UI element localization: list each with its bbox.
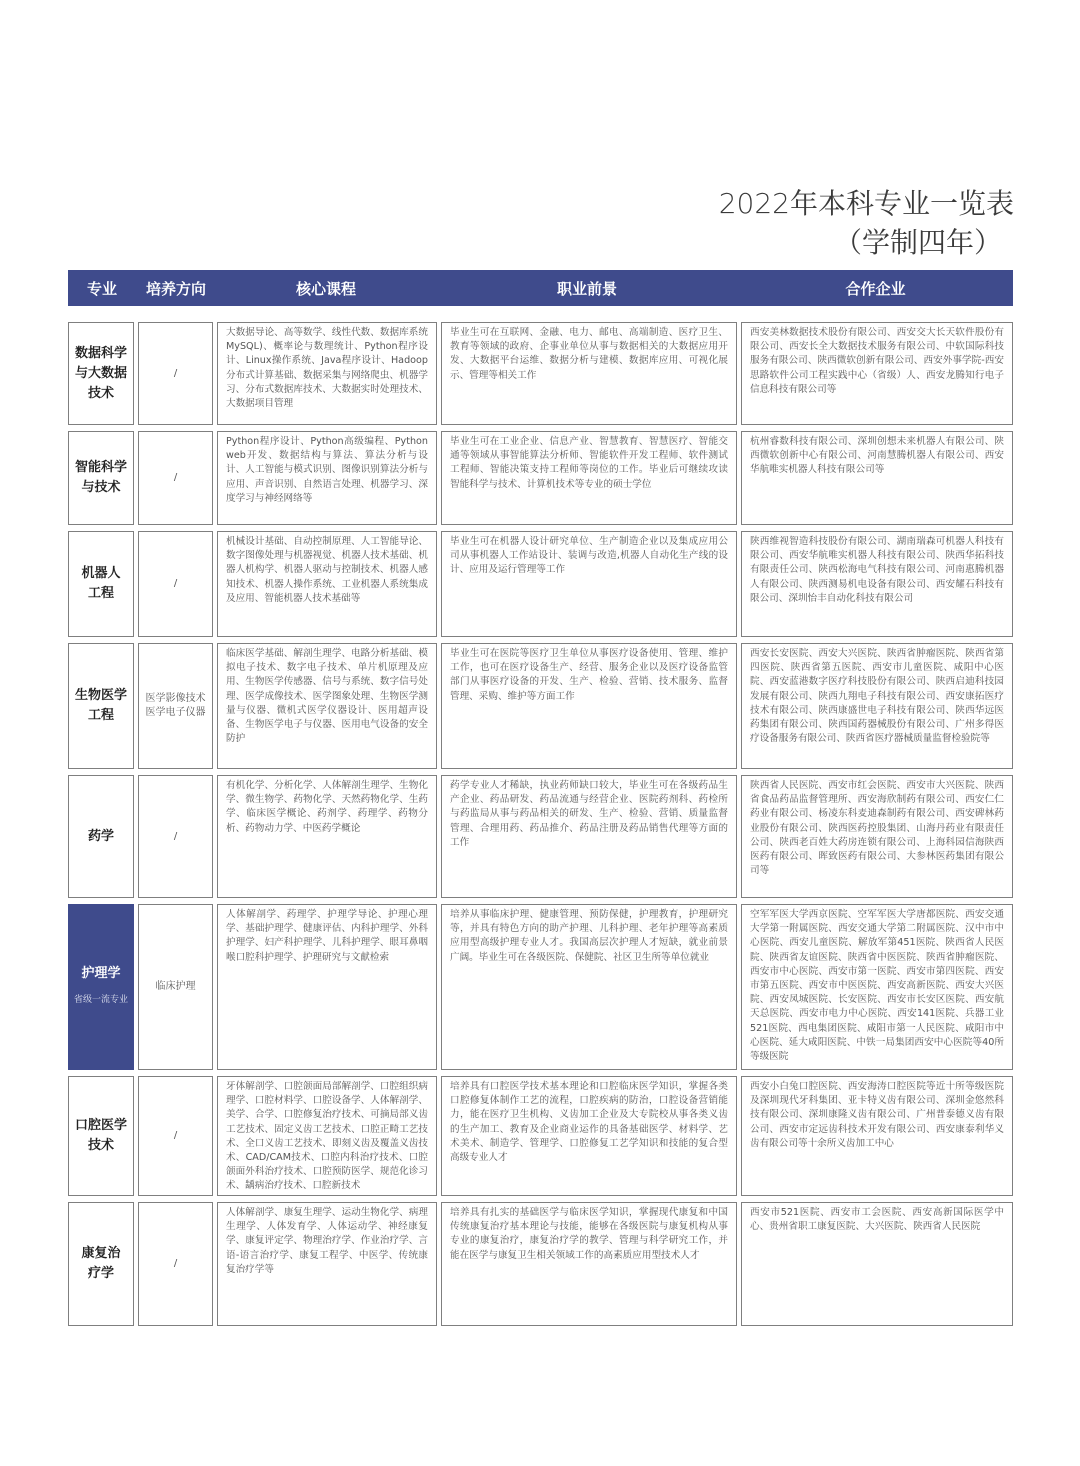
partners-cell: 西安小白兔口腔医院、西安海涛口腔医院等近十所等级医院及深圳现代牙科集团、亚卡特义齿有限公司、深圳金悠然科技有限公司、深圳康隆义齿有限公司、广州普泰德义齿有限公司、西安市定远齿科技术开发有限公司、西安康泰利华义齿有限公司等十余所义齿加工中心 [741,1076,1013,1196]
courses-cell: 有机化学、分析化学、人体解剖生理学、生物化学、微生物学、药物化学、天然药物化学、生药学、临床医学概论、药剂学、药理学、药物分析、药物动力学、中医药学概论 [217,775,437,898]
major-cell [68,1202,134,1326]
header-major: 专业 [86,279,117,298]
direction-cell: / [138,775,213,898]
major-badge: 省级一流专业 [73,995,128,1005]
courses-cell: 大数据导论、高等数学、线性代数、数据库系统MySQL)、概率论与数理统计、Python程序设计、Linux操作系统、Java程序设计、Hadoop分布式计算基础、数据采集与网络爬虫、机器学习、分布式数据库技术、大数据实时处理技术、大数据项目管理 [217,322,437,425]
table-header [68,270,1013,306]
courses-cell: 机械设计基础、自动控制原理、人工智能导论、数字图像处理与机器视觉、机器人技术基础、机器人机构学、机器人驱动与控制技术、机器人感知技术、机器人操作系统、工业机器人系统集成及应用、智能机器人技术基础等 [217,531,437,637]
table-row [68,904,1013,1070]
major-cell [68,1076,134,1196]
major-name: 护理学 [81,966,121,981]
career-cell: 药学专业人才稀缺，执业药师缺口较大，毕业生可在各级药品生产企业、药品研发、药品流通与经营企业、医院药剂科、药检所与药监局从事与药品相关的研发、生产、检验、营销、质量监督管理、合理用药、药品推介、药品注册及药品销售代理等方面的工作 [441,775,737,898]
major-cell [68,431,134,525]
partners-cell: 杭州睿数科技有限公司、深圳创想未来机器人有限公司、陕西微软创新中心有限公司、河南慧腾机器人有限公司、西安华航唯实机器人科技有限公司等 [741,431,1013,525]
table-row [68,531,1013,637]
table-row [68,775,1013,898]
career-cell: 毕业生可在机器人设计研究单位、生产制造企业以及集成应用公司从事机器人工作站设计、装调与改造,机器人自动化生产线的设计、应用及运行管理等工作 [441,531,737,637]
major-name: 药学 [87,828,114,844]
major-cell [68,643,134,769]
title-sub: （学制四年） [833,226,1002,259]
courses-cell: 人体解剖学、药理学、护理学导论、护理心理学、基础护理学、健康评估、内科护理学、外科护理学、妇产科护理学、儿科护理学、眼耳鼻咽喉口腔科护理学、护理研究与文献检索 [217,904,437,1070]
partners-cell: 西安长安医院、西安大兴医院、陕西省肿瘤医院、陕西省第四医院、陕西省第五医院、西安市儿童医院、咸阳中心医院、西安蓝港数字医疗科技股份有限公司、陕西启迪科技园发展有限公司、陕西九翔电子科技有限公司、西安康拓医疗技术有限公司、陕西康盛世电子科技有限公司、陕西华远医药集团有限公司、陕西国药器械股份有限公司、广州多得医疗设备服务有限公司、陕西省医疗器械质量监督检验院等 [741,643,1013,769]
major-name: 智能科学与技术 [74,460,127,495]
courses-cell: 人体解剖学、康复生理学、运动生物化学、病理生理学、人体发育学、人体运动学、神经康复学、康复评定学、物理治疗学、作业治疗学、言语-语言治疗学、康复工程学、中医学、传统康复治疗学等 [217,1202,437,1326]
partners-cell: 陕西省人民医院、西安市红会医院、西安市大兴医院、陕西省食品药品监督管理所、西安海欣制药有限公司、西安仁仁药业有限公司、杨凌东科麦迪森制药有限公司、西安碑林药业股份有限公司、陕西医药控股集团、山海丹药业有限责任公司、陕西老百姓大药房连锁有限公司、上海科园信海陕西医药有限公司、晖致医药有限公司、大参林医药集团有限公司等 [741,775,1013,898]
header-courses: 核心课程 [295,279,356,298]
major-cell [68,322,134,425]
table-row [68,431,1013,525]
major-cell [68,904,134,1070]
table-row [68,322,1013,425]
major-cell [68,531,134,637]
major-name: 数据科学与大数据技术 [74,345,127,401]
direction-cell: 医学影像技术 医学电子仪器 [138,643,213,769]
major-name: 康复治疗学 [81,1246,121,1281]
header-partners: 合作企业 [845,279,906,298]
courses-cell: Python程序设计、Python高级编程、Python web开发、数据结构与算法、算法分析与设计、人工智能与模式识别、图像识别算法分析与应用、声音识别、自然语言处理、机器学习、深度学习与神经网络等 [217,431,437,525]
major-cell [68,775,134,898]
career-cell: 毕业生可在医院等医疗卫生单位从事医疗设备使用、管理、维护工作，也可在医疗设备生产、经营、服务企业以及医疗设备监管部门从事医疗设备的开发、生产、检验、营销、技术服务、监督管理、采购、维护等方面工作 [441,643,737,769]
program-table [68,322,1013,1332]
title-main: 2022年本科专业一览表 [718,187,1014,220]
partners-cell: 西安市521医院、西安市工会医院、西安高新国际医学中心、贵州省职工康复医院、大兴医院、陕西省人民医院 [741,1202,1013,1326]
direction-cell: / [138,1076,213,1196]
direction-cell: 临床护理 [138,904,213,1070]
direction-cell: / [138,531,213,637]
career-cell: 培养具有扎实的基础医学与临床医学知识，掌握现代康复和中国传统康复治疗基本理论与技能，能够在各级医院与康复机构从事专业的康复治疗，康复治疗学的教学、管理与科学研究工作，并能在医学与康复卫生相关领域工作的高素质应用型技术人才 [441,1202,737,1326]
career-cell: 毕业生可在互联网、金融、电力、邮电、高端制造、医疗卫生、教育等领域的政府、企事业单位从事与数据相关的大数据应用开发、大数据平台运维、数据分析与建模、数据库应用、可视化展示、管理等相关工作 [441,322,737,425]
direction-cell: / [138,322,213,425]
direction-cell: / [138,1202,213,1326]
career-cell: 毕业生可在工业企业、信息产业、智慧教育、智慧医疗、智能交通等领域从事智能算法分析师、智能软件开发工程师、软件测试工程师、智能决策支持工程师等岗位的工作。毕业后可继续攻读智能科学与技术、计算机技术等专业的硕士学位 [441,431,737,525]
courses-cell: 临床医学基础、解剖生理学、电路分析基础、模拟电子技术、数字电子技术、单片机原理及应用、生物医学传感器、信号与系统、数字信号处理、医学成像技术、医学图象处理、生物医学测量与仪器、微机式医学仪器设计、医用超声设备、生物医学电子与仪器、医用电气设备的安全防护 [217,643,437,769]
header-career: 职业前景 [556,279,617,298]
major-name: 机器人工程 [81,566,121,601]
major-name: 生物医学工程 [74,688,127,723]
courses-cell: 牙体解剖学、口腔颌面局部解剖学、口腔组织病理学、口腔材料学、口腔设备学、人体解剖学、美学、合学、口腔修复治疗技术、可摘局部义齿工艺技术、固定义齿工艺技术、口腔正畸工艺技术、全口义齿工艺技术、即刻义齿及覆盖义齿技术、CAD/CAM技术、口腔内科治疗技术、口腔颌面外科治疗技术、口腔预防医学、规范化诊习术、龋病治疗技术、口腔新技术 [217,1076,437,1196]
table-row [68,1076,1013,1196]
career-cell: 培养从事临床护理、健康管理、预防保健，护理教育，护理研究等，并具有特色方向的助产护理、儿科护理、老年护理等高素质应用型高级护理专业人才。我国高层次护理人才短缺，就业前景广阔。毕业生可在各级医院、保健院、社区卫生所等单位就业 [441,904,737,1070]
partners-cell: 西安美林数据技术股份有限公司、西安交大长天软件股份有限公司、西安长全大数据技术服务有限公司、中软国际科技服务有限公司、陕西微软创新有限公司、西安外事学院-西安思路软件公司工程实践中心（省级）人、西安龙腾知行电子信息科技有限公司等 [741,322,1013,425]
partners-cell: 陕西维视智造科技股份有限公司、湖南瑞森可机器人科技有限公司、西安华航唯实机器人科技有限公司、陕西华拓科技有限责任公司、陕西松海电气科技有限公司、河南惠腾机器人有限公司、陕西测易机电设备有限公司、西安耀石科技有限公司、深圳怡丰自动化科技有限公司 [741,531,1013,637]
career-cell: 培养具有口腔医学技术基本理论和口腔临床医学知识，掌握各类口腔修复体制作工艺的流程，口腔疾病的防治，口腔设备营销能力，能在医疗卫生机构、义齿加工企业及大专院校从事各类义齿的生产加工、教育及企业商业运作的具备基础医学、材料学、艺术美术、制造学、管理学、口腔修复工艺学知识和技能的复合型高级专业人才 [441,1076,737,1196]
header-direction: 培养方向 [145,279,206,298]
page-title [719,184,1014,262]
major-name: 口腔医学技术 [74,1118,127,1153]
table-row [68,643,1013,769]
partners-cell: 空军军医大学西京医院、空军军医大学唐都医院、西安交通大学第一附属医院、西安交通大学第二附属医院、汉中市中心医院、西安儿童医院、解放军第451医院、陕西省人民医院、陕西省友谊医院、陕西省中医医院、陕西省肿瘤医院、西安市中心医院、西安市第一医院、西安市第四医院、西安市第五医院、西安市中医医院、西安高新医院、西安大兴医院、西安凤城医院、长安医院、西安市长安区医院、西安航天总医院、西安市电力中心医院、西安141医院、兵器工业521医院、西电集团医院、咸阳市第一人民医院、咸阳市中心医院、延大咸阳医院、中铁一局集团西安中心医院等40所等级医院 [741,904,1013,1070]
direction-cell: / [138,431,213,525]
table-row [68,1202,1013,1326]
